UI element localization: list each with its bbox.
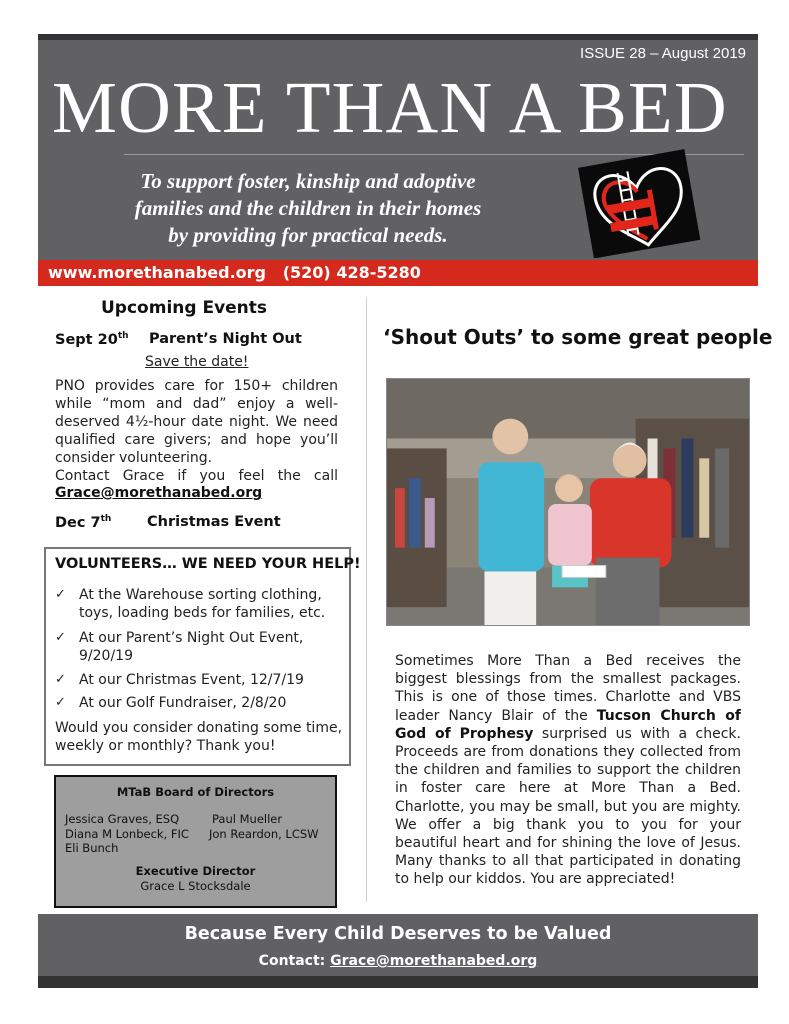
volunteer-item-text: At our Parent’s Night Out Event, 9/20/19 — [79, 630, 304, 664]
event-date-suffix: th — [117, 331, 129, 341]
volunteer-item-text: At the Warehouse sorting clothing, toys, loading beds for families, etc. — [79, 587, 326, 621]
event-date-text: Dec 7 — [55, 514, 101, 531]
volunteers-closing: Would you consider donating some time, weekly or monthly? Thank you! — [55, 720, 343, 754]
volunteers-photo — [386, 378, 750, 626]
column-divider — [366, 297, 367, 902]
masthead — [38, 40, 758, 260]
checkmark-icon: ✓ — [55, 695, 66, 710]
church-name: Tucson Church of God of Prophesy — [395, 707, 742, 742]
tagline-line: families and the children in their homes — [134, 196, 482, 220]
phone-number: (520) 428-5280 — [282, 263, 421, 282]
event-date — [55, 331, 129, 348]
volunteer-list-item — [55, 586, 345, 622]
executive-director-heading: Executive Director — [135, 864, 256, 878]
footer — [38, 914, 758, 976]
volunteer-list-item — [55, 629, 345, 665]
story-text: surprised us with a check. Proceeds are from donations they collected from the children and families to support the children in foster care here at More Than a Bed. Charlotte, you may be small, but you are mighty. We offer a big thank you to you for your beautiful heart and for shining the love of Jesus. Many thanks to all that participated in donating to help our kiddos. You are appreciated! — [395, 725, 741, 888]
tagline-line: To support foster, kinship and adoptive — [140, 169, 476, 193]
tagline — [98, 168, 518, 249]
event-date-text: Sept 20 — [55, 331, 118, 348]
footer-slogan: Because Every Child Deserves to be Valued — [184, 924, 612, 944]
footer-contact — [38, 953, 758, 969]
website-link[interactable]: www.morethanabed.org — [48, 263, 266, 282]
board-of-directors-box — [54, 775, 337, 908]
checkmark-icon: ✓ — [55, 587, 66, 602]
shout-outs-story — [395, 652, 741, 889]
pno-contact: Contact Grace if you feel the call — [55, 468, 338, 484]
upcoming-events-heading: Upcoming Events — [101, 298, 268, 318]
event-title: Christmas Event — [147, 514, 281, 530]
footer-bottom-bar — [38, 976, 758, 988]
issue-label: ISSUE 28 – August 2019 — [580, 45, 746, 62]
pno-email-link[interactable]: Grace@morethanabed.org — [55, 485, 263, 501]
event-date-suffix: th — [100, 514, 112, 524]
newsletter-title: MORE THAN A BED — [52, 67, 728, 148]
tagline-line: by providing for practical needs. — [168, 223, 448, 247]
event-title: Parent’s Night Out — [149, 331, 302, 347]
checkmark-icon: ✓ — [55, 630, 66, 645]
pno-paragraph: PNO provides care for 150+ children while “mom and dad” enjoy a well-deserved 4½-hour date night. We need qualified care givers; and hope you’ll consider volunteering. — [55, 378, 338, 466]
volunteers-heading: VOLUNTEERS… WE NEED YOUR HELP! — [55, 556, 361, 572]
volunteer-list-item — [55, 671, 345, 689]
executive-director-name: Grace L Stocksdale — [140, 879, 251, 893]
volunteer-item-text: At our Golf Fundraiser, 2/8/20 — [79, 695, 287, 711]
heart-ladder-bed-logo-icon — [563, 148, 713, 258]
board-heading: MTaB Board of Directors — [116, 785, 275, 799]
event-date — [55, 514, 111, 531]
board-member: Diana M Lonbeck, FIC — [65, 827, 189, 841]
story-text: Sometimes More Than a Bed receives the biggest blessings from the smallest packages. This is one of those times. Charlotte and VBS leader Nancy Blair of the — [395, 653, 741, 724]
volunteer-item-text: At our Christmas Event, 12/7/19 — [79, 672, 304, 688]
shout-outs-heading: ‘Shout Outs’ to some great people — [383, 325, 773, 349]
footer-contact-label: Contact: — [258, 953, 326, 969]
board-member: Paul Mueller — [212, 812, 283, 826]
footer-email-link[interactable]: Grace@morethanabed.org — [330, 953, 538, 969]
volunteers-box — [44, 547, 361, 766]
checkmark-icon: ✓ — [55, 672, 66, 687]
board-member: Jon Reardon, LCSW — [209, 827, 319, 841]
board-member: Eli Bunch — [65, 841, 119, 855]
save-the-date: Save the date! — [145, 354, 249, 370]
contact-bar — [38, 260, 758, 286]
volunteer-list-item — [55, 694, 345, 712]
board-member: Jessica Graves, ESQ — [65, 812, 180, 826]
pno-description — [55, 377, 338, 485]
